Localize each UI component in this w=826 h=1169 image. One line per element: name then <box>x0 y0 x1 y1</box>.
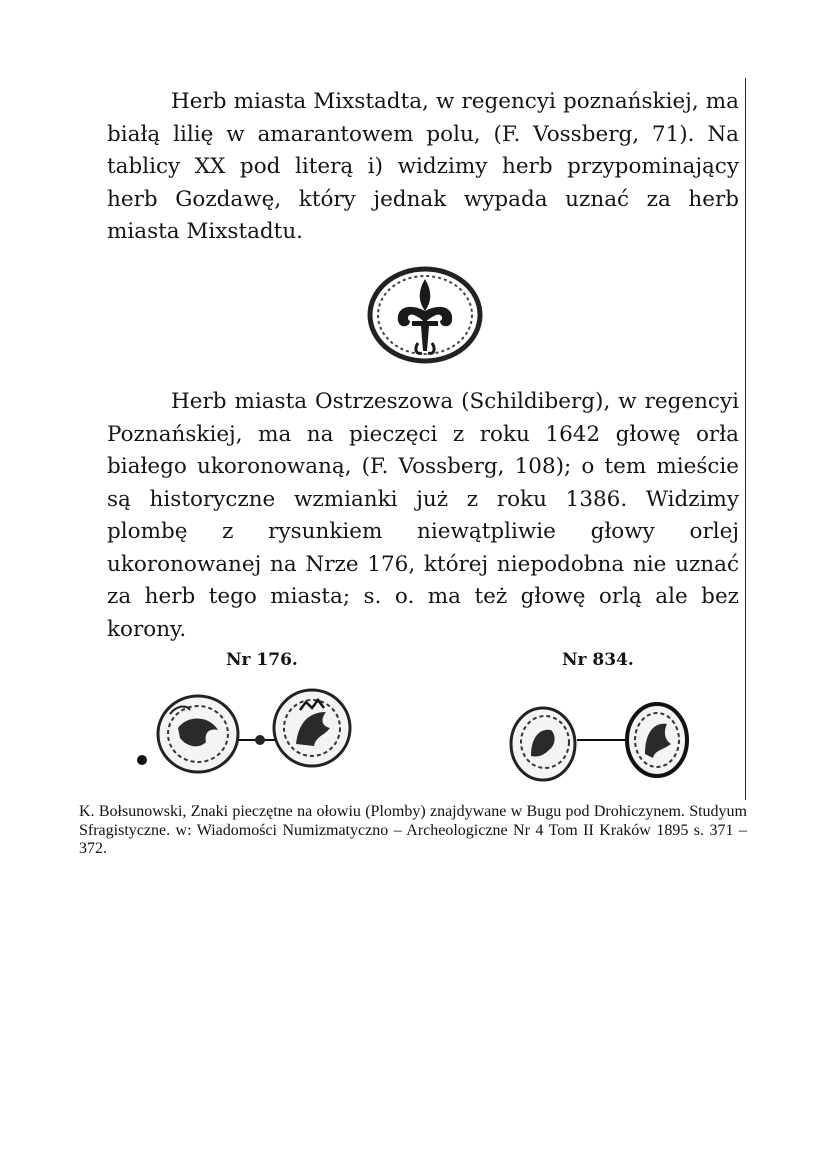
figure-label-nr176: Nr 176. <box>226 650 298 670</box>
paragraph-ostrzeszow <box>107 386 739 646</box>
figure-label-nr834: Nr 834. <box>562 650 634 670</box>
paragraph-ostrzeszow-text: Herb miasta Ostrzeszowa (Schildiberg), w regencyi Poznańskiej, ma na pieczęci z roku 1642 głowę orła białego ukoronowaną, (F. Vossberg, 108); o tem mieście są historyczne wzmianki już z roku 1386. Widzimy plombę z rysunkiem niewątpliwie głowy orlej ukoronowanej na Nrze 176, której niepodobna nie uznać za herb tego miasta; s. o. ma też głowę orlą ale bez korony. <box>107 389 739 642</box>
page-edge-line <box>745 78 746 800</box>
plomb-834-image <box>505 698 690 788</box>
source-citation: K. Bołsunowski, Znaki pieczętne na ołowiu (Plomby) znajdywane w Bugu pod Drohiczynem. Studyum Sfragistyczne. w: Wiadomości Numizmatyczno – Archeologiczne Nr 4 Tom II Kraków 1895 s. 371 – 372. <box>79 803 747 857</box>
paragraph-mixstadt <box>107 86 739 249</box>
paragraph-mixstadt-text: Herb miasta Mixstadta, w regencyi poznańskiej, ma białą lilię w amarantowem polu, (F. Vossberg, 71). Na tablicy XX pod literą i) widzimy herb przypominający herb Gozdawę, który jednak wypada uznać za herb miasta Mixstadtu. <box>107 89 739 244</box>
lily-seal-image <box>366 265 484 365</box>
plomb-176-image <box>130 684 360 784</box>
